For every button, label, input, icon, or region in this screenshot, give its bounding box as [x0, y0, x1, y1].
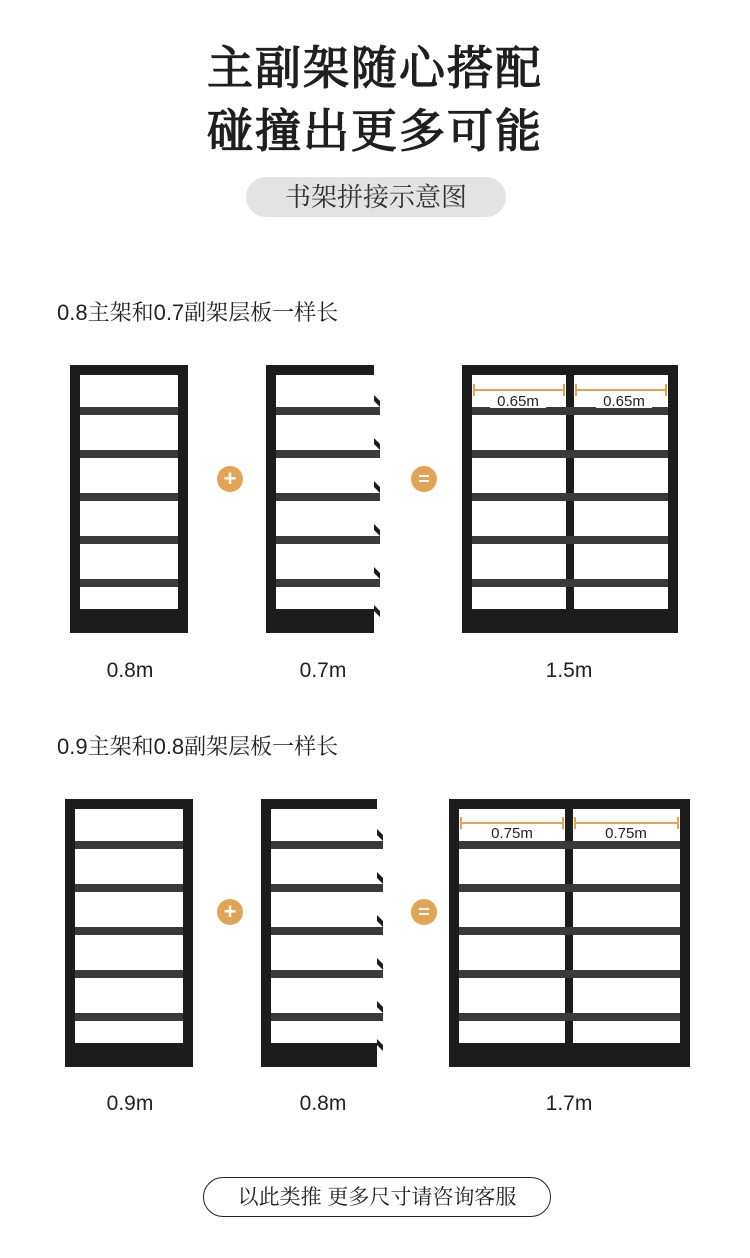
- bay-measure-right-1: 0.65m: [603, 393, 645, 410]
- main-shelf-1: [70, 365, 188, 633]
- sub-width-2: 0.8m: [299, 1092, 347, 1115]
- total-width-2: 1.7m: [545, 1092, 593, 1115]
- equals-icon: [411, 899, 437, 925]
- plus-icon: +: [217, 899, 243, 925]
- main-width-1: 0.8m: [106, 659, 154, 682]
- footer-pill: 以此类推 更多尺寸请咨询客服: [203, 1177, 551, 1217]
- sub-width-1: 0.7m: [299, 659, 347, 682]
- bay-measure-right-2: 0.75m: [605, 825, 647, 842]
- section-2-label: 0.9主架和0.8副架层板一样长: [57, 734, 339, 759]
- section-1-label: 0.8主架和0.7副架层板一样长: [57, 300, 339, 325]
- bay-measure-left-2: 0.75m: [491, 825, 533, 842]
- headline-line-1: 主副架随心搭配: [207, 42, 543, 94]
- combined-shelf-2: [449, 799, 690, 1067]
- combined-shelf-1: [462, 365, 678, 633]
- equals-icon: [411, 466, 437, 492]
- total-width-1: 1.5m: [545, 659, 593, 682]
- sub-shelf-2: [261, 799, 383, 1067]
- sub-shelf-1: [266, 365, 380, 633]
- main-width-2: 0.9m: [106, 1092, 154, 1115]
- bay-measure-left-1: 0.65m: [497, 393, 539, 410]
- subtitle-pill: 书架拼接示意图: [246, 177, 506, 217]
- main-shelf-2: [65, 799, 193, 1067]
- plus-icon: +: [217, 466, 243, 492]
- headline-line-2: 碰撞出更多可能: [207, 105, 543, 157]
